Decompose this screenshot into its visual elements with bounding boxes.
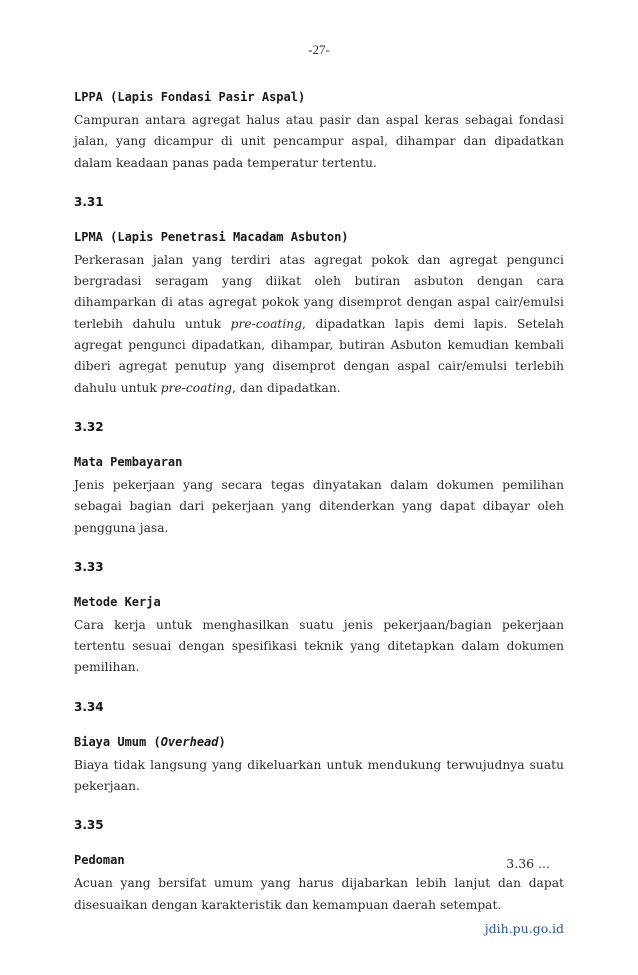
term-definition <box>74 475 564 539</box>
term-definition <box>74 615 564 679</box>
definition-run: pre-coating <box>230 316 303 331</box>
definition-run: Cara kerja untuk menghasilkan suatu jenis pekerjaan/bagian pekerjaan tertentu sesuai dengan spesifikasi teknik yang ditetapkan dalam dokumen pemilihan. <box>74 617 564 675</box>
term-definition <box>74 873 564 916</box>
definition-entry <box>74 88 564 174</box>
term-heading: LPPA (Lapis Fondasi Pasir Aspal) <box>74 90 306 104</box>
definition-run: Jenis pekerjaan yang secara tegas dinyatakan dalam dokumen pemilihan sebagai bagian dari pekerjaan yang ditenderkan yang dapat dibayar oleh pengguna jasa. <box>74 477 564 535</box>
term-heading: Pedoman <box>74 853 125 868</box>
definition-entry <box>74 699 564 798</box>
term-definition <box>74 250 564 399</box>
section-number: 3.34 <box>74 699 104 714</box>
section-number: 3.32 <box>74 419 104 434</box>
section-number: 3.31 <box>74 194 104 209</box>
term-heading <box>74 733 564 751</box>
term-definition <box>74 755 564 798</box>
continuation-marker: 3.36 ... <box>506 856 550 871</box>
definition-run: Campuran antara agregat halus atau pasir dan aspal keras sebagai fondasi jalan, yang dicampur di unit pencampur aspal, dihampar dan dipadatkan dalam keadaan panas pada temperatur tertentu. <box>74 113 564 170</box>
term-run: Biaya Umum ( <box>74 734 161 749</box>
term-run: Overhead <box>160 734 219 749</box>
term-heading: Mata Pembayaran <box>74 454 183 469</box>
definition-entry <box>74 559 564 679</box>
term-definition <box>74 110 564 174</box>
document-body <box>74 88 564 936</box>
term-heading: Metode Kerja <box>74 594 161 609</box>
definition-run: Biaya tidak langsung yang dikeluarkan untuk mendukung terwujudnya suatu pekerjaan. <box>74 757 564 794</box>
definition-run: , dipadatkan lapis demi lapis. Setelah agregat pengunci dipadatkan, dihampar, butiran Asbuton kemudian kembali diberi agregat penutup yang disemprot dengan aspal cair/emulsi terlebih dahulu untuk <box>74 316 564 395</box>
definition-run: pre-coating <box>160 380 233 395</box>
definition-entry <box>74 817 564 916</box>
definition-run: , dan dipadatkan. <box>232 380 341 395</box>
term-heading: LPMA (Lapis Penetrasi Macadam Asbuton) <box>74 229 349 244</box>
section-number: 3.33 <box>74 559 104 574</box>
section-number: 3.35 <box>74 818 104 833</box>
definition-entry <box>74 419 564 539</box>
definition-run: Perkerasan jalan yang terdiri atas agregat pokok dan agregat pengunci bergradasi seragam yang diikat oleh butiran asbuton dengan cara dihamparkan di atas agregat pokok yang disemprot dengan aspal cair/emulsi terlebih dahulu untuk <box>74 252 564 331</box>
page-number: -27- <box>308 42 330 57</box>
term-run: ) <box>218 734 226 749</box>
definition-entry <box>74 194 564 399</box>
definition-run: Acuan yang bersifat umum yang harus dijabarkan lebih lanjut dan dapat disesuaikan dengan karakteristik dan kemampuan daerah setempat. <box>74 876 564 912</box>
footer-link[interactable]: jdih.pu.go.id <box>484 921 564 936</box>
